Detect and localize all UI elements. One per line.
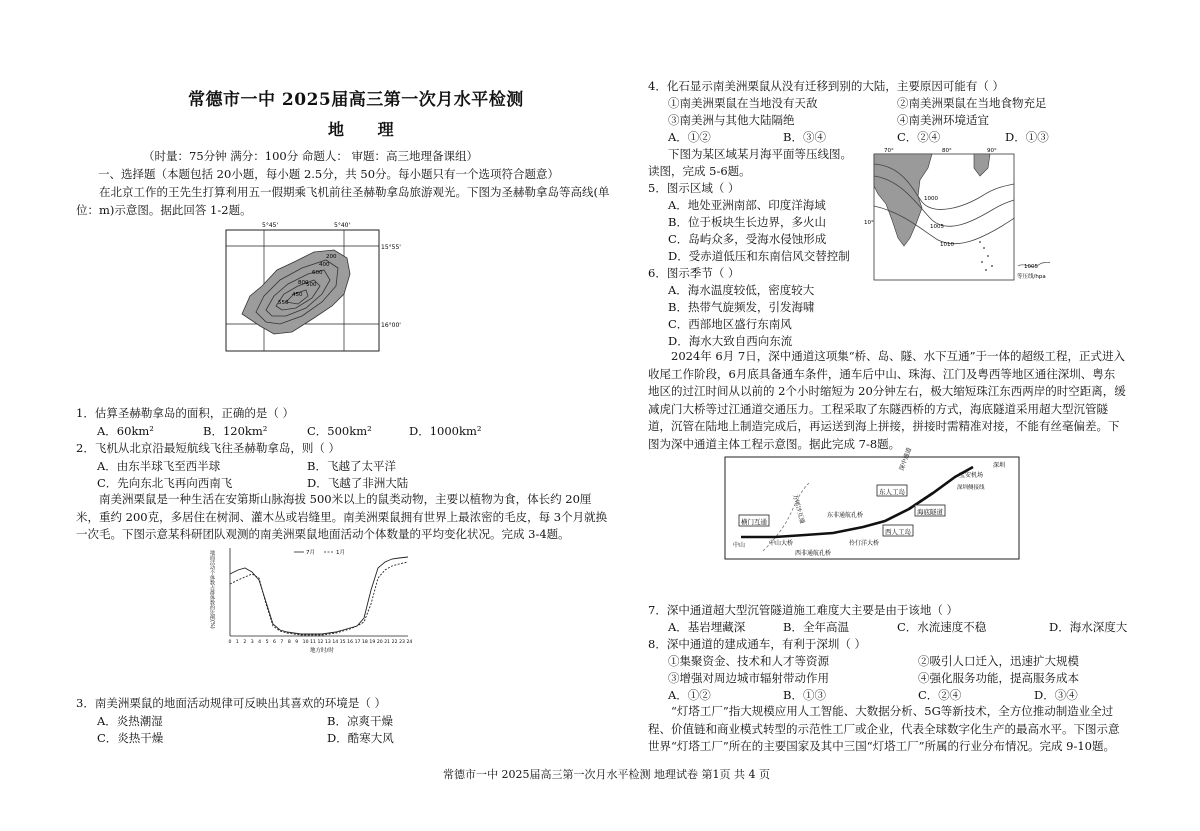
- lon-label: 80°: [942, 148, 952, 154]
- q1-option-d[interactable]: D．1000km²: [409, 424, 482, 438]
- x-tick-label: 6: [273, 640, 276, 645]
- question-4-stem: 4．化石显示南美洲栗鼠从没有迁移到别的大陆，主要原因可能有（ ）: [648, 79, 1004, 93]
- legend-isobar-value: 1005: [1024, 264, 1038, 270]
- x-tick-label: 5: [265, 640, 269, 645]
- q6-option-d[interactable]: D．海水大致自西向东流: [668, 334, 793, 348]
- q2-option-a[interactable]: A．由东半球飞至西半球: [97, 459, 221, 473]
- x-tick-label: 9: [295, 640, 299, 645]
- q7-option-b[interactable]: B．全年高温: [783, 620, 849, 634]
- q1-option-b[interactable]: B．120km²: [203, 424, 268, 438]
- q4-option-a[interactable]: A．①②: [668, 130, 711, 144]
- passage-3a: 下图为某区域某月海平面等压线图。: [668, 147, 852, 161]
- label-link-name: 深中通道: [898, 446, 914, 472]
- label-airport: 宝安机场: [959, 472, 984, 479]
- isobar-label: 1000: [924, 196, 938, 202]
- label-west-bridge: 西非通航孔桥: [795, 550, 832, 557]
- q8-item-4: ④强化服务功能，提高服务成本: [918, 671, 1079, 685]
- q6-option-c[interactable]: C．西部地区盛行东南风: [668, 317, 792, 331]
- q7-option-c[interactable]: C．水流速度不稳: [897, 620, 987, 634]
- passage-2: 南美洲栗鼠是一种生活在安第斯山脉海拔 500米以上的鼠类动物，主要以植物为食，体长约 20厘米，重约 200克，多居住在树洞、灌木丛或岩缝里。南美洲栗鼠拥有世界上最浓密的毛皮，每 3个月就换一次毛。下图示意某科研团队观测的南美洲栗鼠地面活动个体数量的平均变化状况。完成 3-4题。: [76, 492, 608, 541]
- q6-option-a[interactable]: A．海水温度较低，密度较大: [668, 283, 815, 297]
- x-tick-label: 19: [369, 640, 376, 645]
- x-tick-label: 22: [391, 640, 398, 645]
- question-1-stem: 1．估算圣赫勒拿岛的面积，正确的是（ ）: [76, 406, 294, 420]
- label-hengmen: 横门互通: [741, 518, 767, 526]
- q5-option-d[interactable]: D．受赤道低压和东南信风交替控制: [668, 249, 850, 263]
- series-jan-line: [230, 562, 408, 635]
- lat-bottom-label: 16°00': [381, 322, 401, 329]
- passage-5: “灯塔工厂”指大规模应用人工智能、大数据分析、5G等新技术，全方位推动制造业全过程、价值链和商业模式转型的示范性工厂或企业，代表全球数字化生产的最高水平。下图示意世界“灯塔工厂”所在的主要国家及其中三国“灯塔工厂”所属的行业分布情况。完成 9-10题。: [648, 704, 1120, 753]
- chart-ylabel: 地面活动个体数占群体数的比例(%): [209, 550, 215, 629]
- q8-option-a[interactable]: A．①②: [668, 688, 711, 702]
- q3-option-d[interactable]: D．酷寒大风: [327, 731, 394, 745]
- question-7-stem: 7．深中通道超大型沉管隧道施工难度大主要是由于该地（ ）: [648, 603, 958, 617]
- q4-item-3: ③南美洲与其他大陆隔绝: [668, 113, 795, 127]
- contour-label: 500: [306, 282, 317, 288]
- q2-option-c[interactable]: C．先向东北飞再向西南飞: [97, 476, 233, 490]
- q2-option-d[interactable]: D．飞越了非洲大陆: [307, 476, 409, 490]
- contour-label: 800: [298, 280, 309, 286]
- question-5-stem: 5．图示区域（ ）: [648, 181, 740, 195]
- lat-label: 10°: [864, 220, 874, 226]
- x-tick-label: 1: [235, 640, 239, 645]
- page-footer: 常德市一中 2025届高三第一次月水平检测 地理试卷 第1页 共 4 页: [443, 768, 770, 781]
- x-tick-label: 24: [406, 640, 413, 645]
- contour-label: 600: [312, 270, 323, 276]
- question-8-stem: 8．深中通道的建成通车，有利于深圳（ ）: [648, 637, 866, 651]
- q8-option-c[interactable]: C．②④: [918, 688, 962, 702]
- q1-option-c[interactable]: C．500km²: [307, 424, 372, 438]
- q8-option-b[interactable]: B．①③: [783, 688, 826, 702]
- lon-right-label: 5°40': [334, 222, 351, 229]
- q4-option-b[interactable]: B．③④: [783, 130, 826, 144]
- q7-option-a[interactable]: A．基岩埋藏深: [668, 620, 746, 634]
- label-west-island: 西人工岛: [885, 528, 911, 536]
- isobar-map: [862, 146, 1057, 282]
- x-tick-label: 17: [354, 640, 361, 645]
- question-6-stem: 6．图示季节（ ）: [648, 266, 740, 280]
- x-tick-label: 2: [243, 640, 247, 645]
- q8-item-2: ②吸引人口迁入，迅速扩大规模: [918, 654, 1079, 668]
- label-tunnel: 海底隧道: [917, 508, 943, 516]
- x-tick-label: 18: [362, 640, 368, 645]
- series-july-line: [230, 557, 408, 634]
- x-tick-label: 15: [339, 640, 346, 645]
- q7-option-d[interactable]: D．海水深度大: [1049, 620, 1128, 634]
- q5-option-b[interactable]: B．位于板块生长边界，多火山: [668, 215, 826, 229]
- x-tick-label: 10: [302, 640, 309, 645]
- chart-xlabel: 地方时/时: [310, 648, 334, 654]
- isobar-label: 1010: [940, 242, 954, 248]
- passage-4: 2024年 6月 7日，深中通道这项集“桥、岛、隧、水下互通”于一体的超级工程，正式进入收尾工作阶段，6月底具备通车条件，通车后中山、珠海、江门及粤西等地区通往深圳、粤东地区的过江时间从以前的 2个小时缩短为 20分钟左右，极大缩短珠江东西两岸的时空距离，缓减虎门大桥等过江通道交通压力。工程采取了东隧西桥的方式，海底隧道采用超大型沉管隧道，沉管在陆地上制造完成后，再运送到海上拼接，拼接时需精准对接，不能有丝毫偏差。下图为深中通道主体工程示意图。据此完成 7-8题。: [648, 349, 1126, 451]
- lon-label: 70°: [884, 148, 894, 154]
- label-zhongshan: 中山: [733, 542, 746, 549]
- label-sz-connector: 深圳侧接线: [957, 485, 985, 491]
- lat-top-label: 15°55': [381, 244, 401, 251]
- q8-item-1: ①集聚资金、技术和人才等资源: [668, 654, 829, 668]
- x-tick-label: 20: [376, 640, 383, 645]
- lon-label: 90°: [987, 148, 997, 154]
- x-tick-labels: [229, 639, 413, 645]
- subject-title: 地 理: [328, 120, 408, 139]
- q3-option-c[interactable]: C．炎热干燥: [97, 731, 164, 745]
- contour-label: 400: [319, 262, 330, 268]
- label-shenzhen: 深圳: [993, 462, 1006, 469]
- q8-option-d[interactable]: D．③④: [1034, 688, 1078, 702]
- x-tick-label: 8: [287, 640, 291, 645]
- label-wanqingsha: 万顷沙互通: [791, 493, 806, 525]
- legend-isobar-unit: 等压线/hpa: [1017, 274, 1046, 280]
- label-lingdingyang-bridge: 伶仃洋大桥: [849, 540, 880, 547]
- label-east-island: 东人工岛: [879, 488, 905, 496]
- section-heading: 一、选择题（本题包括 20小题，每小题 2.5分，共 50分。每小题只有一个选项符合题意）: [98, 167, 560, 181]
- q4-item-4: ④南美洲环境适宜: [897, 113, 989, 127]
- shenzhong-link-map: [723, 446, 1023, 563]
- label-zhongshan-bridge: 中山大桥: [769, 540, 794, 547]
- legend-july: 7月: [306, 550, 315, 556]
- x-tick-label: 3: [250, 640, 254, 645]
- q4-option-c[interactable]: C．②④: [897, 130, 941, 144]
- x-tick-label: 14: [332, 640, 339, 645]
- isobar-label: 1005: [930, 224, 944, 230]
- x-tick-label: 16: [347, 640, 354, 645]
- contour-label: 450: [292, 292, 303, 298]
- island-contour-map: [222, 222, 401, 354]
- x-tick-label: 12: [317, 640, 324, 645]
- x-tick-label: 21: [384, 640, 391, 645]
- exam-title: 常德市一中 2025届高三第一次月水平检测: [188, 90, 524, 110]
- exam-info: （时量：75分钟 满分：100分 命题人： 审题：高三地理备课组）: [143, 149, 479, 163]
- question-2-stem: 2．飞机从北京沿最短航线飞往圣赫勒拿岛，则（ ）: [76, 441, 340, 455]
- legend-jan: 1月: [336, 550, 345, 556]
- label-east-bridge: 东非通航孔桥: [827, 512, 864, 519]
- q5-option-a[interactable]: A．地处亚洲南部、印度洋海域: [668, 198, 826, 212]
- contour-label: 200: [326, 254, 337, 260]
- passage-3b: 读图，完成 5-6题。: [648, 164, 751, 178]
- x-tick-label: 4: [258, 640, 262, 645]
- question-3-stem: 3．南美洲栗鼠的地面活动规律可反映出其喜欢的环境是（ ）: [76, 696, 386, 710]
- q4-item-2: ②南美洲栗鼠在当地食物充足: [897, 96, 1047, 110]
- q2-option-b[interactable]: B．飞越了太平洋: [307, 459, 396, 473]
- x-tick-label: 13: [324, 640, 331, 645]
- contour-label: 550: [278, 300, 289, 306]
- q1-option-a[interactable]: A．60km²: [97, 424, 154, 438]
- q8-item-3: ③增强对周边城市辐射带动作用: [668, 671, 829, 685]
- q3-option-a[interactable]: A．炎热潮湿: [97, 714, 163, 728]
- q6-option-b[interactable]: B．热带气旋频发，引发海啸: [668, 300, 815, 314]
- x-tick-label: 11: [310, 640, 316, 645]
- activity-line-chart: [209, 544, 413, 658]
- x-tick-label: 7: [280, 640, 284, 645]
- x-tick-label: 0: [228, 640, 232, 645]
- q4-option-d[interactable]: D．①③: [1005, 130, 1049, 144]
- q4-item-1: ①南美洲栗鼠在当地没有天敌: [668, 96, 818, 110]
- q3-option-b[interactable]: B．凉爽干燥: [327, 714, 393, 728]
- x-tick-label: 23: [399, 640, 405, 645]
- lon-left-label: 5°45': [262, 222, 279, 229]
- passage-1: 在北京工作的王先生打算利用五一假期乘飞机前往圣赫勒拿岛旅游观光。下图为圣赫勒拿岛等高线(单位：m)示意图。据此回答 1-2题。: [76, 185, 610, 217]
- q5-option-c[interactable]: C．岛屿众多，受海水侵蚀形成: [668, 232, 827, 246]
